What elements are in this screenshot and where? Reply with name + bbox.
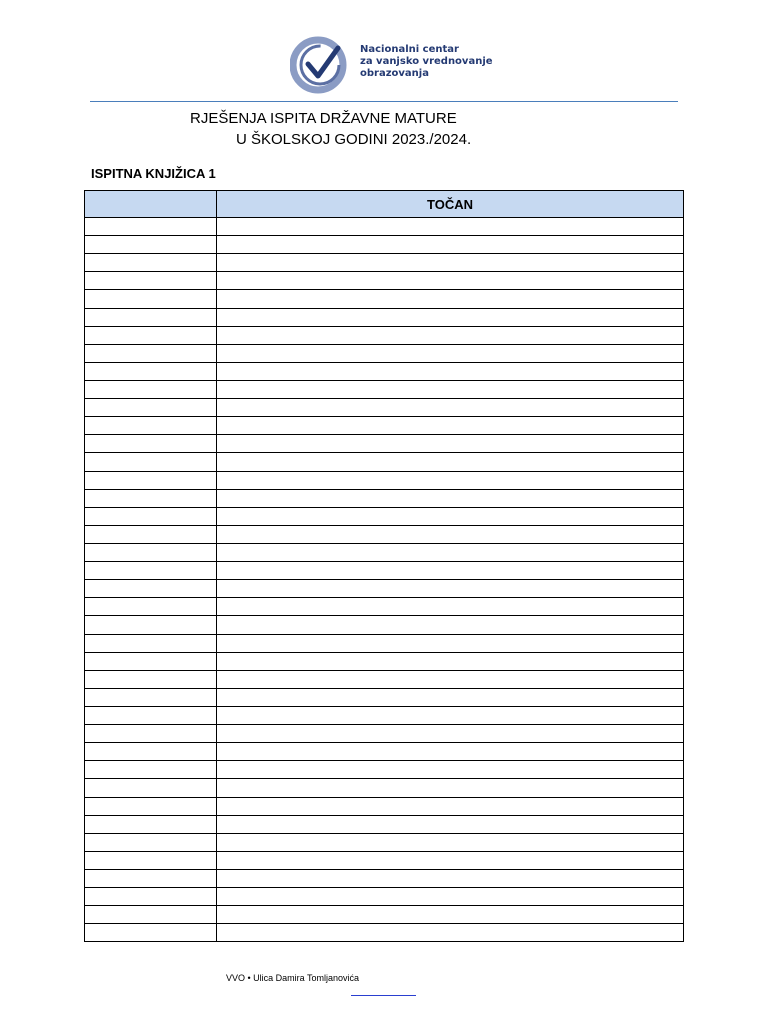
answer-cell — [217, 869, 684, 887]
question-number-cell — [85, 453, 217, 471]
answer-cell — [217, 797, 684, 815]
table-row — [85, 218, 684, 236]
table-row — [85, 417, 684, 435]
table-row — [85, 236, 684, 254]
answer-cell — [217, 290, 684, 308]
answer-cell — [217, 344, 684, 362]
answer-cell — [217, 851, 684, 869]
answer-cell — [217, 761, 684, 779]
question-number-cell — [85, 507, 217, 525]
table-row — [85, 851, 684, 869]
logo-text — [360, 44, 500, 80]
table-row — [85, 399, 684, 417]
table-row — [85, 435, 684, 453]
table-row — [85, 761, 684, 779]
table-row — [85, 888, 684, 906]
question-number-cell — [85, 254, 217, 272]
question-number-cell — [85, 471, 217, 489]
answer-cell — [217, 815, 684, 833]
table-row — [85, 543, 684, 561]
question-number-cell — [85, 851, 217, 869]
table-row — [85, 652, 684, 670]
section-title: ISPITNA KNJIŽICA 1 — [91, 166, 216, 181]
answer-cell — [217, 833, 684, 851]
answer-cell — [217, 652, 684, 670]
answer-cell — [217, 272, 684, 290]
header-divider — [90, 101, 678, 102]
answer-table — [84, 190, 684, 942]
table-row — [85, 254, 684, 272]
answer-cell — [217, 580, 684, 598]
question-number-cell — [85, 580, 217, 598]
question-number-cell — [85, 236, 217, 254]
logo-line-3: obrazovanja — [360, 68, 429, 79]
question-number-cell — [85, 525, 217, 543]
table-row — [85, 290, 684, 308]
question-number-cell — [85, 797, 217, 815]
question-number-cell — [85, 489, 217, 507]
question-number-cell — [85, 417, 217, 435]
question-number-cell — [85, 670, 217, 688]
question-number-cell — [85, 869, 217, 887]
table-row — [85, 833, 684, 851]
question-number-cell — [85, 652, 217, 670]
answer-cell — [217, 489, 684, 507]
question-number-cell — [85, 308, 217, 326]
table-row — [85, 308, 684, 326]
answer-cell — [217, 380, 684, 398]
answer-cell — [217, 326, 684, 344]
question-number-cell — [85, 598, 217, 616]
answer-cell — [217, 236, 684, 254]
question-number-cell — [85, 924, 217, 942]
question-number-cell — [85, 815, 217, 833]
answer-cell — [217, 634, 684, 652]
answer-cell — [217, 471, 684, 489]
answer-cell — [217, 779, 684, 797]
table-row — [85, 670, 684, 688]
question-number-cell — [85, 543, 217, 561]
question-number-cell — [85, 761, 217, 779]
logo-line-1: Nacionalni centar — [360, 44, 459, 55]
table-row — [85, 797, 684, 815]
table-row — [85, 688, 684, 706]
logo-line-2: za vanjsko vrednovanje — [360, 56, 493, 67]
answer-cell — [217, 525, 684, 543]
table-row — [85, 634, 684, 652]
table-row — [85, 471, 684, 489]
question-number-cell — [85, 779, 217, 797]
page-title-line-1: RJEŠENJA ISPITA DRŽAVNE MATURE — [190, 110, 457, 127]
answer-cell — [217, 362, 684, 380]
table-row — [85, 489, 684, 507]
table-row — [85, 869, 684, 887]
page-title-line-2: U ŠKOLSKOJ GODINI 2023./2024. — [236, 131, 472, 148]
answer-cell — [217, 543, 684, 561]
question-number-cell — [85, 616, 217, 634]
answer-cell — [217, 888, 684, 906]
table-row — [85, 507, 684, 525]
question-number-cell — [85, 888, 217, 906]
answer-cell — [217, 598, 684, 616]
question-number-cell — [85, 218, 217, 236]
table-row — [85, 380, 684, 398]
table-row — [85, 616, 684, 634]
table-header-number — [85, 191, 217, 218]
table-row — [85, 580, 684, 598]
answer-cell — [217, 706, 684, 724]
table-row — [85, 362, 684, 380]
answer-cell — [217, 254, 684, 272]
footer-link-underline — [351, 995, 416, 996]
answer-cell — [217, 218, 684, 236]
answer-cell — [217, 399, 684, 417]
question-number-cell — [85, 833, 217, 851]
question-number-cell — [85, 435, 217, 453]
table-row — [85, 598, 684, 616]
table-row — [85, 725, 684, 743]
question-number-cell — [85, 634, 217, 652]
answer-cell — [217, 616, 684, 634]
table-header-correct: TOČAN — [217, 191, 684, 218]
answer-cell — [217, 453, 684, 471]
question-number-cell — [85, 380, 217, 398]
answer-cell — [217, 670, 684, 688]
table-row — [85, 525, 684, 543]
table-row — [85, 344, 684, 362]
table-row — [85, 924, 684, 942]
answer-cell — [217, 308, 684, 326]
answer-cell — [217, 688, 684, 706]
answer-cell — [217, 417, 684, 435]
question-number-cell — [85, 344, 217, 362]
answer-table-body — [85, 218, 684, 942]
table-row — [85, 562, 684, 580]
logo-mark-icon — [290, 34, 360, 96]
answer-cell — [217, 924, 684, 942]
table-row — [85, 815, 684, 833]
table-row — [85, 906, 684, 924]
question-number-cell — [85, 562, 217, 580]
question-number-cell — [85, 272, 217, 290]
question-number-cell — [85, 725, 217, 743]
question-number-cell — [85, 706, 217, 724]
answer-cell — [217, 906, 684, 924]
question-number-cell — [85, 326, 217, 344]
table-row — [85, 453, 684, 471]
table-row — [85, 743, 684, 761]
question-number-cell — [85, 688, 217, 706]
table-row — [85, 779, 684, 797]
table-row — [85, 272, 684, 290]
table-row — [85, 326, 684, 344]
question-number-cell — [85, 906, 217, 924]
question-number-cell — [85, 399, 217, 417]
table-header-row — [85, 191, 684, 218]
question-number-cell — [85, 290, 217, 308]
question-number-cell — [85, 362, 217, 380]
answer-cell — [217, 725, 684, 743]
footer-address: VVO • Ulica Damira Tomljanovića — [226, 973, 360, 983]
answer-cell — [217, 507, 684, 525]
answer-cell — [217, 743, 684, 761]
table-row — [85, 706, 684, 724]
answer-cell — [217, 562, 684, 580]
question-number-cell — [85, 743, 217, 761]
answer-cell — [217, 435, 684, 453]
